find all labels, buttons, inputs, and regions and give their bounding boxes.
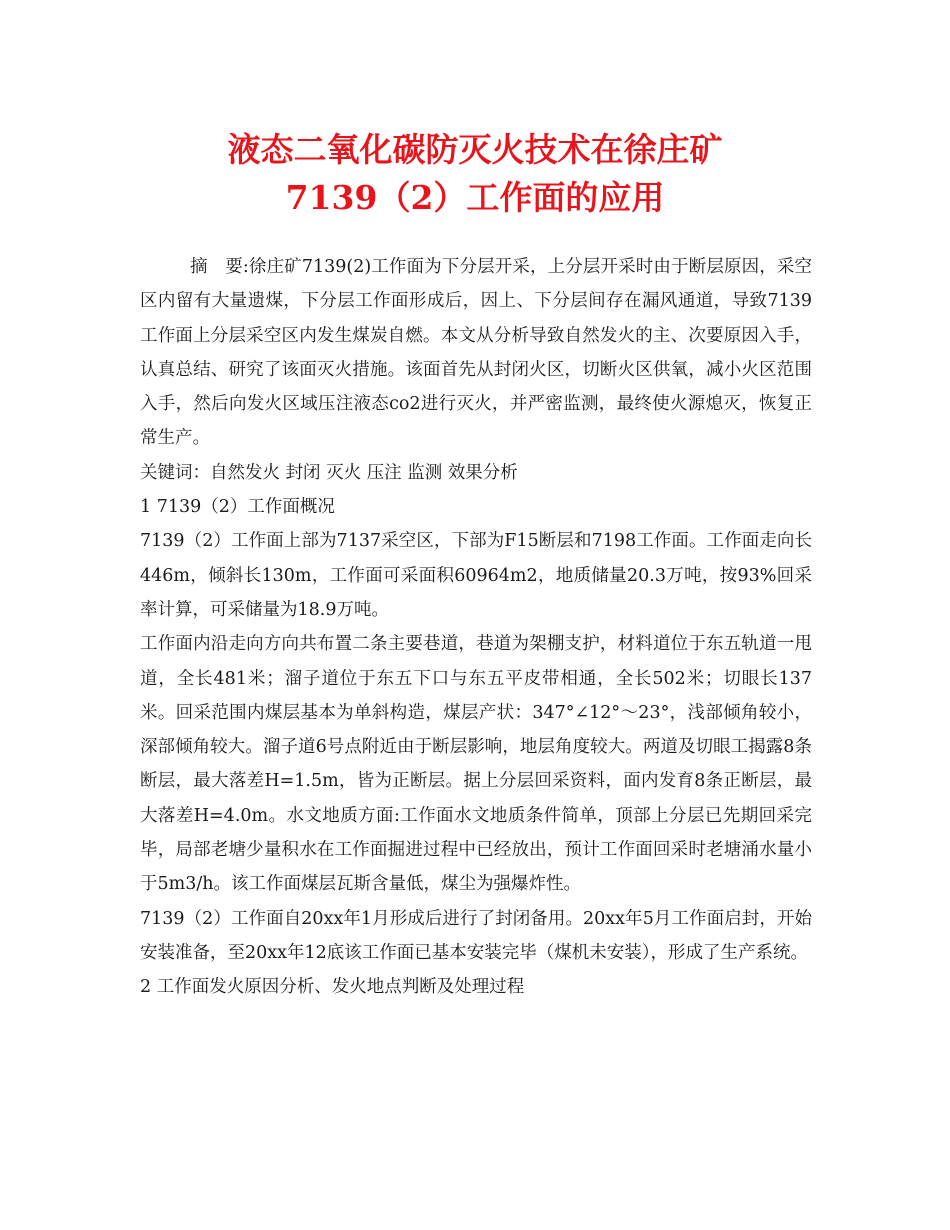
abstract-text: 徐庄矿7139(2)工作面为下分层开采，上分层开采时由于断层原因，采空区内留有大量遗煤，下分层工作面形成后，因上、下分层间存在漏风通道，导致7139工作面上分层采空区内发生煤炭自燃。本文从分析导致自然发火的主、次要原因入手，认真总结、研究了该面灭火措施。该面首先从封闭火区，切断火区供氧，减小火区范围入手，然后向发火区域压注液态co2进行灭火，并严密监测，最终使火源熄灭，恢复正常生产。 <box>140 257 812 449</box>
keywords-line: 关键词：自然发火 封闭 灭火 压注 监测 效果分析 <box>140 462 518 483</box>
body-paragraph-1: 7139（2）工作面上部为7137采空区，下部为F15断层和7198工作面。工作面走向长446m，倾斜长130m，工作面可采面积60964m2，地质储量20.3万吨，按93%回采率计算，可采储量为18.9万吨。 <box>140 531 812 620</box>
body-paragraph-3: 7139（2）工作面自20xx年1月形成后进行了封闭备用。20xx年5月工作面启封，开始安装准备，至20xx年12底该工作面已基本安装完毕（煤机未安装），形成了生产系统。 <box>140 908 812 963</box>
document-body <box>140 250 812 1005</box>
section-heading-1: 1 7139（2）工作面概况 <box>140 497 335 518</box>
body-paragraph-2: 工作面内沿走向方向共布置二条主要巷道，巷道为架棚支护，材料道位于东五轨道一甩道，全长481米；溜子道位于东五下口与东五平皮带相通，全长502米；切眼长137米。回采范围内煤层基本为单斜构造，煤层产状：347°∠12°～23°，浅部倾角较小，深部倾角较大。溜子道6号点附近由于断层影响，地层角度较大。两道及切眼工揭露8条断层，最大落差H=1.5m，皆为正断层。据上分层回采资料，面内发育8条正断层，最大落差H=4.0m。水文地质方面:工作面水文地质条件简单，顶部上分层已先期回采完毕，局部老塘少量积水在工作面掘进过程中已经放出，预计工作面回采时老塘涌水量小于5m3/h。该工作面煤层瓦斯含量低，煤尘为强爆炸性。 <box>140 634 812 895</box>
document-title-line2: 7139（2）工作面的应用 <box>285 178 665 217</box>
document-title-line1: 液态二氧化碳防灭火技术在徐庄矿 <box>227 130 723 169</box>
section-heading-2: 2 工作面发火原因分析、发火地点判断及处理过程 <box>140 977 525 998</box>
abstract-paragraph <box>140 250 812 456</box>
abstract-label: 摘 要: <box>190 257 249 277</box>
